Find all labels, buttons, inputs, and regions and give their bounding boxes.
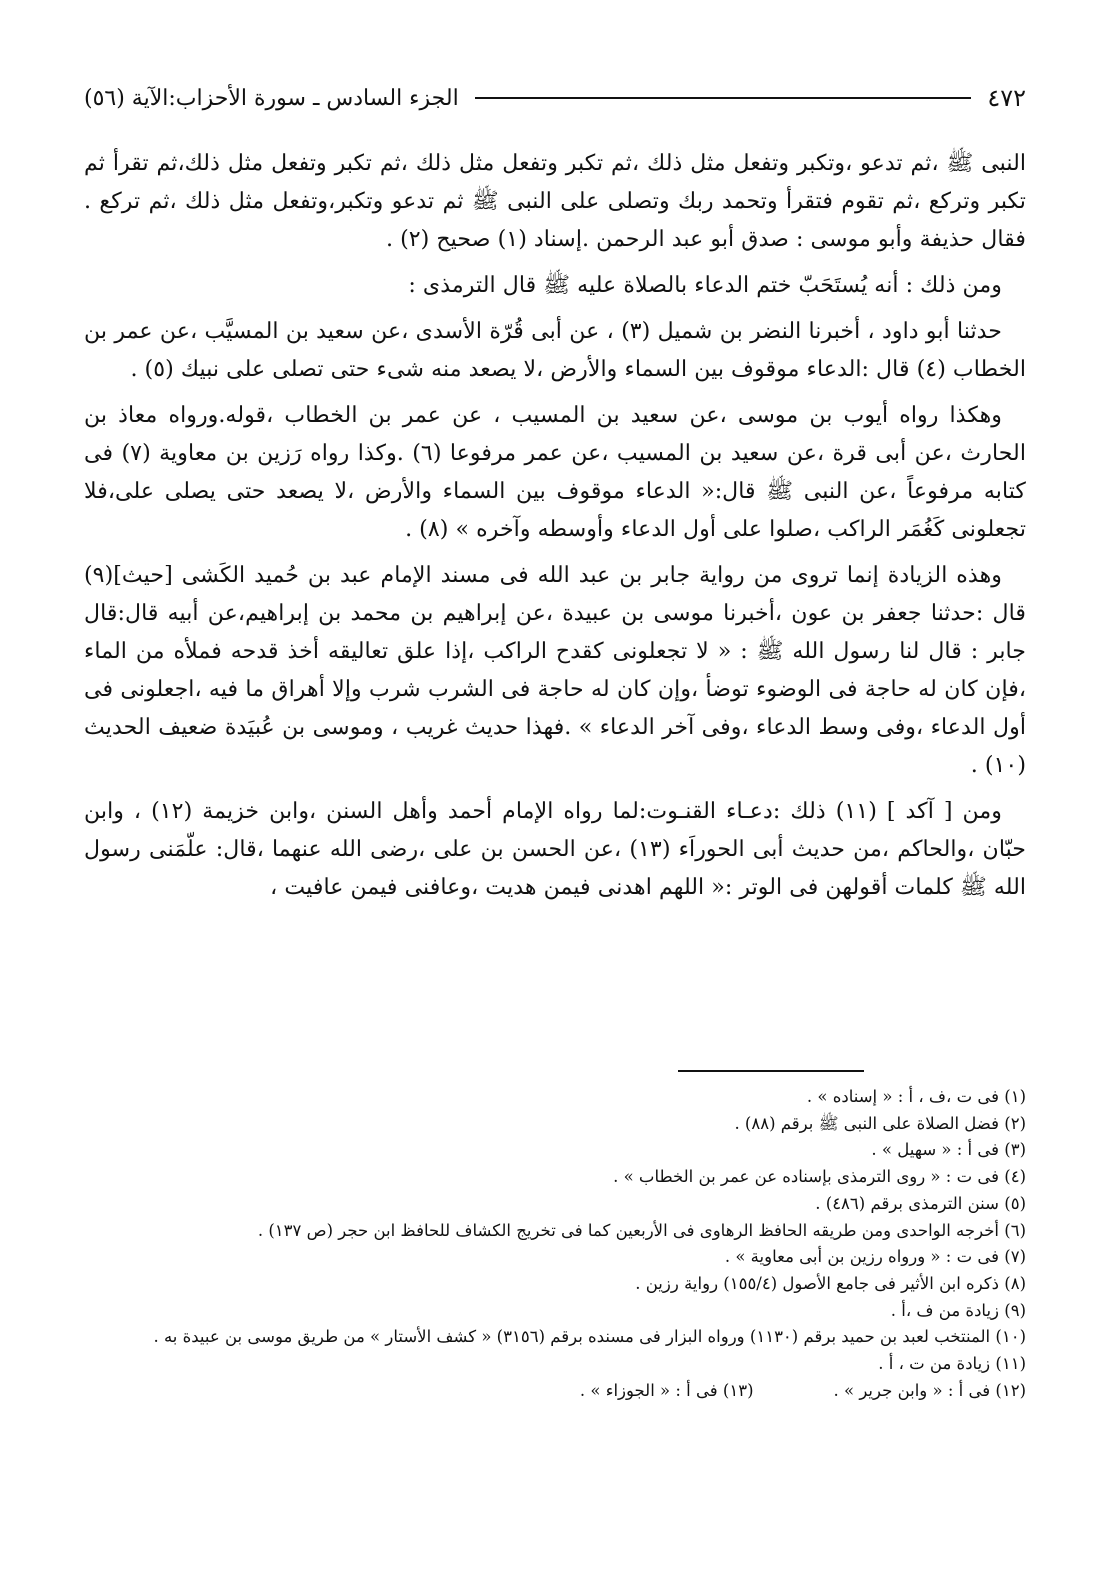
footnote: (١٠) المنتخب لعبد بن حميد برقم (١١٣٠) ورواه البزار فى مسنده برقم (٣١٥٦) « كشف الأستار » من طريق موسى بن عبيدة به . — [153, 1327, 1026, 1347]
footnote-row — [104, 1378, 1026, 1405]
running-title: الجزء السادس ـ سورة الأحزاب:الآية (٥٦) — [84, 85, 459, 111]
footnotes — [104, 1084, 1026, 1404]
footnote: (١١) زيادة من ت ، أ . — [878, 1354, 1026, 1374]
page-header — [84, 78, 1026, 118]
footnote: (٣) فى أ : « سهيل » . — [871, 1140, 1026, 1160]
footnote: (٦) أخرجه الواحدى ومن طريقه الحافظ الرهاوى فى الأربعين كما فى تخريج الكشاف للحافظ ابن حجر (ص ١٣٧) . — [257, 1220, 1026, 1240]
book-page — [84, 60, 1026, 1540]
footnote-divider — [678, 1070, 864, 1072]
header-rule — [475, 97, 972, 99]
footnote: (٨) ذكره ابن الأثير فى جامع الأصول (١٥٥/٤) رواية رزين . — [635, 1273, 1026, 1293]
footnote: (٥) سنن الترمذى برقم (٤٨٦) . — [815, 1193, 1026, 1213]
footnote: (١٢) فى أ : « وابن جرير » . — [833, 1380, 1026, 1400]
main-text — [84, 144, 1026, 914]
footnote: (١٣) فى أ : « الجوزاء » . — [579, 1380, 754, 1400]
paragraph: حدثنا أبو داود ، أخبرنا النضر بن شميل (٣) ، عن أبى قُرّة الأسدى ،عن سعيد بن المسيَّب ،عن عمر بن الخطاب (٤) قال :الدعاء موقوف بين السماء والأرض ،لا يصعد منه شىء حتى تصلى على نبيك (٥) . — [84, 318, 1026, 382]
footnote: (٢) فضل الصلاة على النبى ﷺ برقم (٨٨) . — [734, 1113, 1026, 1133]
page-number: ٤٧٢ — [987, 84, 1026, 112]
footnote: (١) فى ت ،ف ، أ : « إسناده » . — [806, 1087, 1026, 1106]
paragraph: وهكذا رواه أيوب بن موسى ،عن سعيد بن المسيب ، عن عمر بن الخطاب ،قوله.ورواه معاذ بن الحارث ،عن أبى قرة ،عن سعيد بن المسيب ،عن عمر مرفوعا (٦) .وكذا رواه رَزين بن معاوية (٧) فى كتابه مرفوعاً ،عن النبى ﷺ قال:« الدعاء موقوف بين السماء والأرض ،لا يصعد حتى يصلى على،فلا تجعلونى كَغُمَر الراكب ،صلوا على أول الدعاء وأوسطه وآخره » (٨) . — [84, 402, 1026, 542]
footnote: (٩) زيادة من ف ،أ . — [890, 1300, 1026, 1320]
paragraph: النبى ﷺ ،ثم تدعو ،وتكبر وتفعل مثل ذلك ،ثم تكبر وتفعل مثل ذلك ،ثم تكبر وتفعل مثل ذلك،ثم تقرأ ثم تكبر وتركع ،ثم تقوم فتقرأ وتحمد ربك وتصلى على النبى ﷺ ثم تدعو وتكبر،وتفعل مثل ذلك ،ثم تركع . فقال حذيفة وأبو موسى : صدق أبو عبد الرحمن .إسناد (١) صحيح (٢) . — [84, 150, 1026, 252]
footnote: (٧) فى ت : « ورواه رزين بن أبى معاوية » . — [724, 1247, 1026, 1267]
paragraph: وهذه الزيادة إنما تروى من رواية جابر بن عبد الله فى مسند الإمام عبد بن حُميد الكَشى [حيث](٩) قال :حدثنا جعفر بن عون ،أخبرنا موسى بن عبيدة ،عن إبراهيم بن محمد بن إبراهيم،عن أبيه قال:قال جابر : قال لنا رسول الله ﷺ : « لا تجعلونى كقدح الراكب ،إذا علق تعاليقه أخذ قدحه فملأه من الماء ،فإن كان له حاجة فى الوضوء توضأ ،وإن كان له حاجة فى الشرب شرب وإلا أهراق ما فيه ،اجعلونى فى أول الدعاء ،وفى وسط الدعاء ،وفى آخر الدعاء » .فهذا حديث غريب ، وموسى بن عُبيَدة ضعيف الحديث (١٠) . — [84, 562, 1026, 778]
paragraph: ومن [ آكد ] (١١) ذلك :دعـاء القنـوت:لما رواه الإمام أحمد وأهل السنن ،وابن خزيمة (١٢) ، وابن حبّان ،والحاكم ،من حديث أبى الحوراَء (١٣) ،عن الحسن بن على ،رضى الله عنهما ،قال: علّمَنى رسول الله ﷺ كلمات أقولهن فى الوتر :« اللهم اهدنى فيمن هديت ،وعافنى فيمن عافيت ، — [84, 798, 1027, 900]
paragraph: ومن ذلك : أنه يُستَحَبّ ختم الدعاء بالصلاة عليه ﷺ قال الترمذى : — [408, 272, 1002, 298]
footnote: (٤) فى ت : « روى الترمذى بإسناده عن عمر بن الخطاب » . — [613, 1167, 1026, 1187]
